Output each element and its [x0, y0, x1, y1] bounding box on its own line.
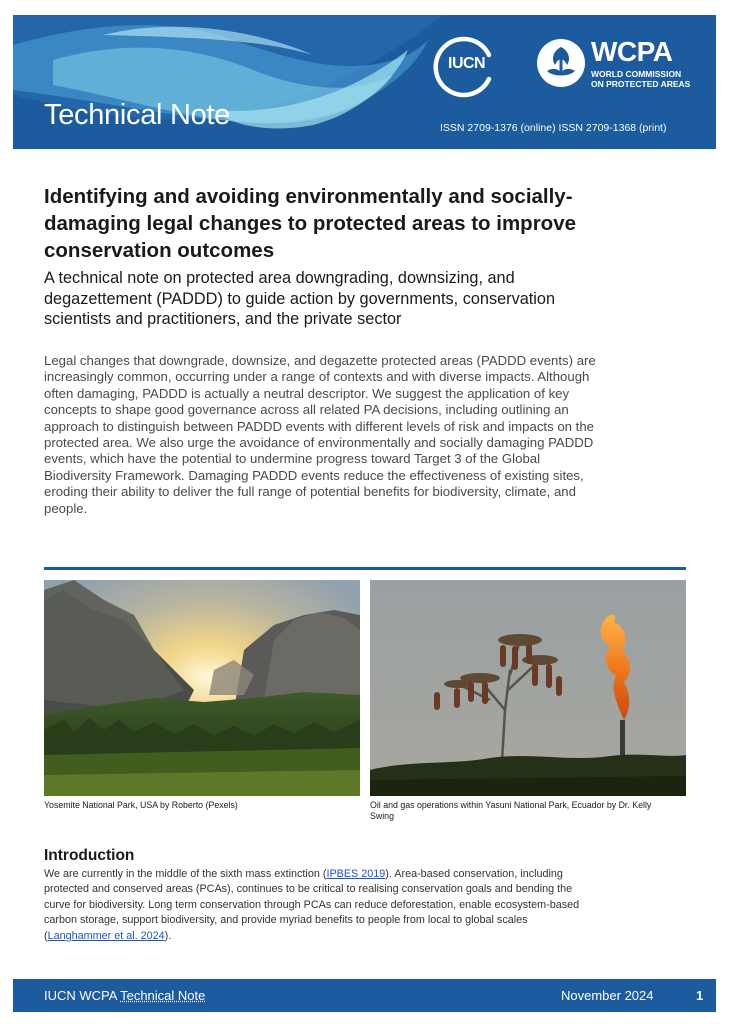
- photo-caption-yosemite: Yosemite National Park, USA by Roberto (Pexels): [44, 800, 238, 810]
- intro-text-part: We are currently in the middle of the sixth mass extinction (: [44, 868, 327, 880]
- header-title: Technical Note: [44, 99, 231, 131]
- page-number: 1: [696, 988, 704, 1003]
- intro-text-part: ).: [164, 929, 172, 942]
- footer-series: Technical Note: [120, 988, 206, 1003]
- photo-yosemite: [44, 580, 360, 796]
- abstract-paragraph: Legal changes that downgrade, downsize, and degazette protected areas (PADDD events) are increasingly common, occurring under a range of contexts and with diverse impacts. Although often damaging, PADDD is actually a neutral descriptor. We suggest the application of key concepts to shape good governance across all related PA decisions, including outlining an approach to distinguish between PADDD events with different levels of risk and impacts on the protected area. We also urge the avoidance of environmentally and socially damaging PADDD events, which have the potential to undermine progress toward Target 3 of the Global Biodiversity Framework. Damaging PADDD events reduce the effectiveness of existing sites, eroding their ability to deliver the full range of potential benefits for biodiversity, climate, and people.: [44, 353, 596, 516]
- iucn-logo-text: IUCN: [448, 55, 486, 72]
- wcpa-sub-line2: ON PROTECTED AREAS: [591, 79, 691, 89]
- header-banner: [13, 15, 716, 149]
- footer-date: November 2024: [561, 988, 654, 1003]
- ipbes-2019-link[interactable]: IPBES 2019: [326, 868, 386, 880]
- photo-oil-flare: [370, 580, 686, 796]
- wcpa-sub-line1: WORLD COMMISSION: [591, 69, 682, 79]
- langhammer-2024-link[interactable]: Langhammer et al. 2024: [47, 929, 165, 942]
- footer-bar: [13, 979, 716, 1012]
- issn-numbers: ISSN 2709-1376 (online) ISSN 2709-1368 (print): [440, 122, 667, 134]
- document-subtitle: A technical note on protected area downgrading, downsizing, and degazettement (PADDD) to guide action by governments, conservation scientists and practitioners, and the private sector: [44, 269, 556, 328]
- footer-publication: [44, 988, 205, 1003]
- wcpa-emblem-icon: [535, 37, 587, 89]
- intro-text-part: ). Area-based conservation, including protected and conserved areas (PCAs), continues to be critical to realising conservation goals and bending the curve for biodiversity. Long term conservation through PCAs can reduce deforestation, enable ecosystem-based carbon storage, support biodiversity, and provide myriad benefits to people from local to global scales (: [44, 868, 580, 942]
- photo-caption-oil-flare: Oil and gas operations within Yasuni National Park, Ecuador by Dr. Kelly Swing: [370, 800, 652, 821]
- introduction-paragraph: [44, 867, 584, 944]
- wcpa-logo-text: WCPA: [591, 36, 673, 67]
- introduction-heading: Introduction: [44, 847, 135, 864]
- document-title: Identifying and avoiding environmentally and socially-damaging legal changes to protected areas to improve conservation outcomes: [44, 185, 576, 262]
- section-divider: [44, 567, 686, 570]
- footer-org: IUCN WCPA: [44, 988, 121, 1003]
- wcpa-logo-subtitle: [591, 69, 711, 89]
